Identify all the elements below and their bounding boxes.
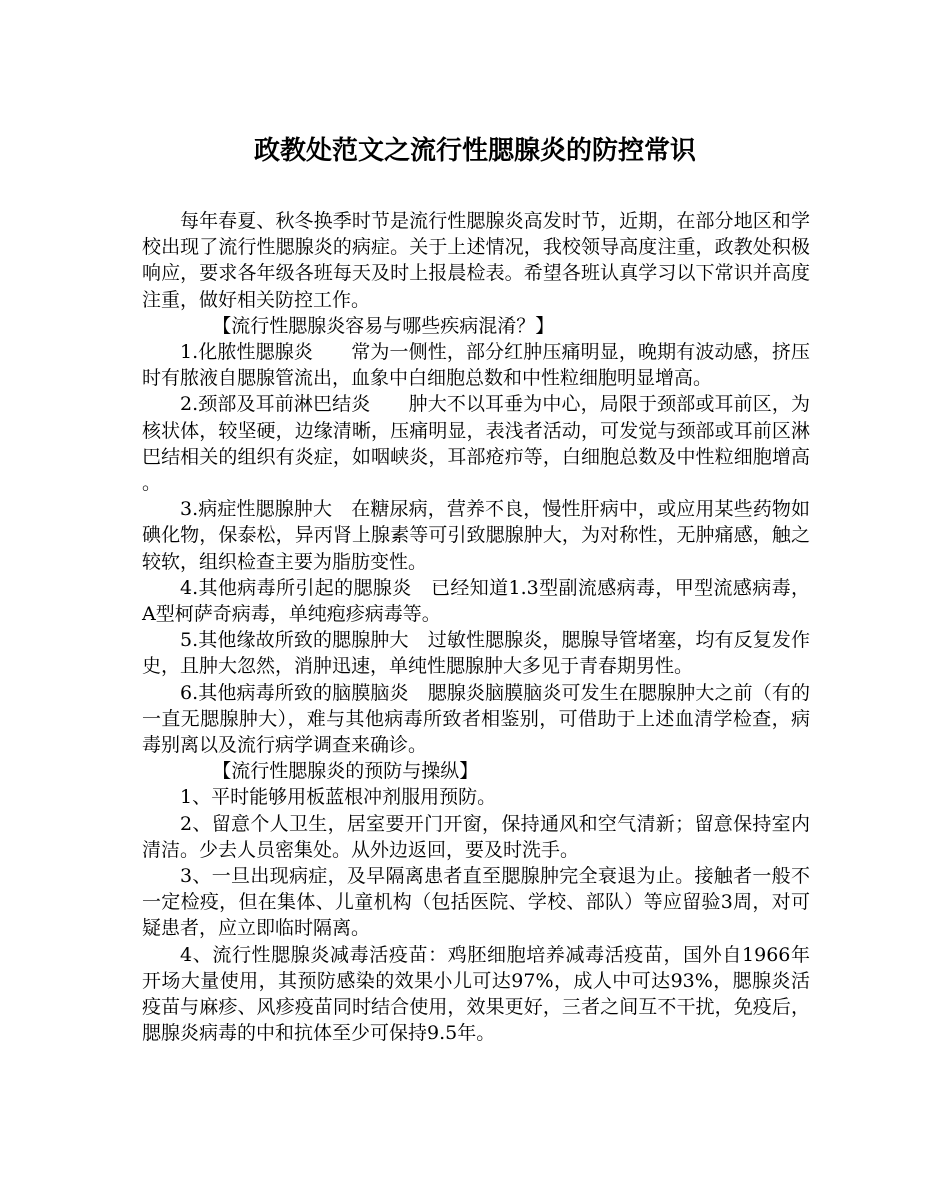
confusion-item-1: 1.化脓性腮腺炎 常为一侧性，部分红肿压痛明显，晚期有波动感，挤压时有脓液自腮腺管流出，血象中白细胞总数和中性粒细胞明显增高。 — [142, 341, 810, 390]
prevention-item-1: 1、平时能够用板蓝根冲剂服用预防。 — [180, 786, 497, 809]
confusion-item-2: 2.颈部及耳前淋巴结炎 肿大不以耳垂为中心，局限于颈部或耳前区，为核状体，较坚硬，边缘清晰，压痛明显，表浅者活动，可发觉与颈部或耳前区淋巴结相关的组织有炎症，如咽峡炎，耳部疮疖等，白细胞总数及中性粒细胞增高。 — [142, 393, 810, 495]
confusion-item-5: 5.其他缘故所致的腮腺肿大 过敏性腮腺炎，腮腺导管堵塞，均有反复发作史，且肿大忽然，消肿迅速，单纯性腮腺肿大多见于青春期男性。 — [142, 629, 810, 678]
document-body — [142, 208, 810, 1047]
confusion-item-6: 6.其他病毒所致的脑膜脑炎 腮腺炎脑膜脑炎可发生在腮腺肿大之前（有的一直无腮腺肿大），难与其他病毒所致者相鉴别，可借助于上述血清学检查，病毒别离以及流行病学调查来确诊。 — [142, 681, 810, 757]
intro-paragraph: 每年春夏、秋冬换季时节是流行性腮腺炎高发时节，近期，在部分地区和学校出现了流行性腮腺炎的病症。关于上述情况，我校领导高度注重，政教处积极响应，要求各年级各班每天及时上报晨检表。希望各班认真学习以下常识并高度注重，做好相关防控工作。 — [142, 210, 810, 311]
prevention-item-3: 3、一旦出现病症，及早隔离患者直至腮腺肿完全衰退为止。接触者一般不一定检疫，但在集体、儿童机构（包括医院、学校、部队）等应留验3周，对可疑患者，应立即临时隔离。 — [142, 865, 810, 940]
section-heading-prevention: 【流行性腮腺炎的预防与操纵】 — [212, 760, 479, 783]
document-title: 政教处范文之流行性腮腺炎的防控常识 — [253, 136, 696, 166]
confusion-item-3: 3.病症性腮腺肿大 在糖尿病，营养不良，慢性肝病中，或应用某些药物如碘化物，保泰松，异丙肾上腺素等可引致腮腺肿大，为对称性，无肿痛感，触之较软，组织检查主要为脂肪变性。 — [142, 498, 810, 573]
section-heading-confusion: 【流行性腮腺炎容易与哪些疾病混淆？】 — [212, 314, 555, 337]
prevention-item-4: 4、流行性腮腺炎减毒活疫苗：鸡胚细胞培养减毒活疫苗，国外自1966年开场大量使用，其预防感染的效果小儿可达97%，成人中可达93%，腮腺炎活疫苗与麻疹、风疹疫苗同时结合使用，效果更好，三者之间互不干扰，免疫后，腮腺炎病毒的中和抗体至少可保持9.5年。 — [142, 943, 810, 1045]
confusion-item-4: 4.其他病毒所引起的腮腺炎 已经知道1.3型副流感病毒，甲型流感病毒，A型柯萨奇病毒，单纯疱疹病毒等。 — [142, 576, 810, 626]
prevention-item-2: 2、留意个人卫生，居室要开门开窗，保持通风和空气清新；留意保持室内清洁。少去人员密集处。从外边返回，要及时洗手。 — [142, 812, 810, 861]
